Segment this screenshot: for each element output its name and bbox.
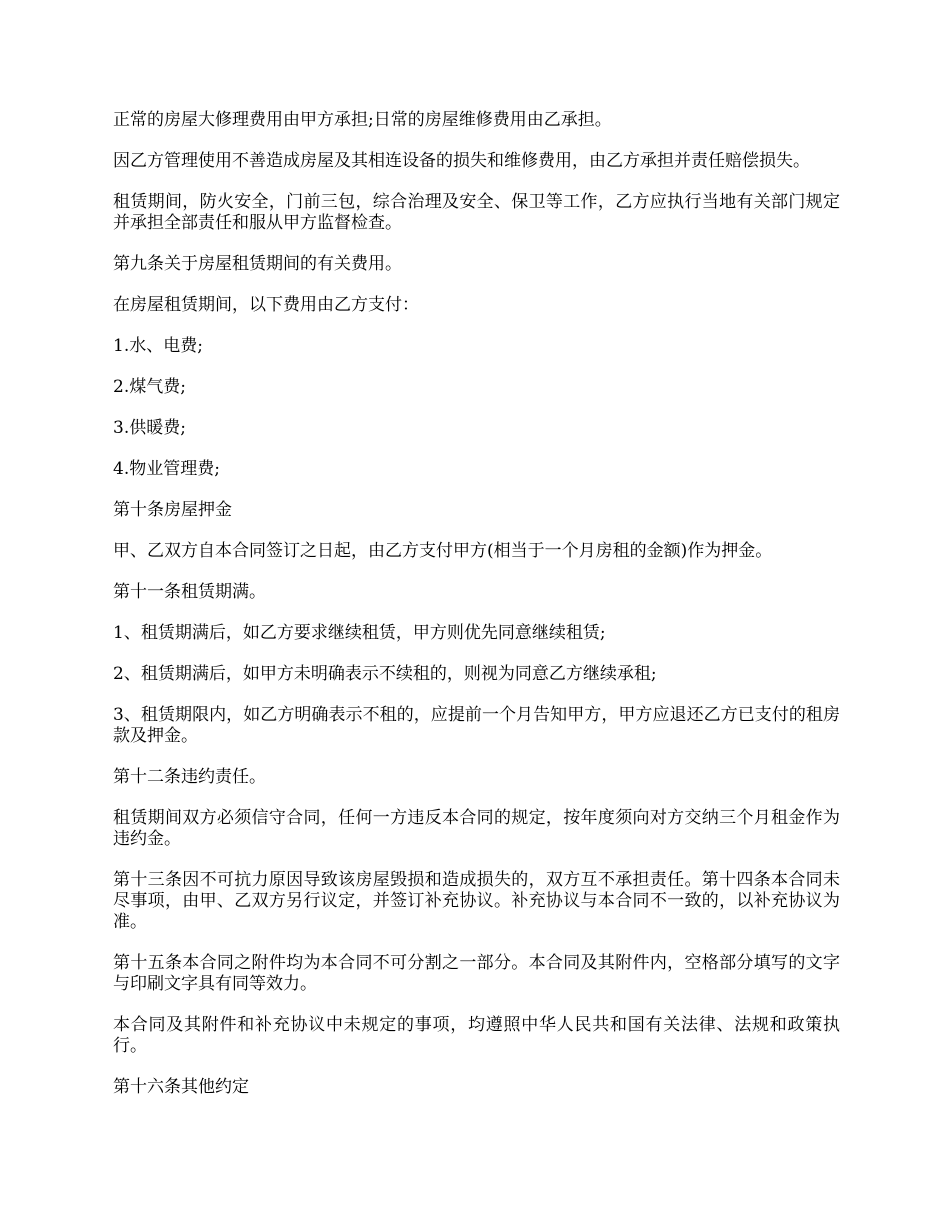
list-item-implied-renewal: 2、租赁期满后，如甲方未明确表示不续租的，则视为同意乙方继续承租; [113, 664, 657, 684]
paragraph-fire-safety: 租赁期间，防火安全，门前三包，综合治理及安全、保卫等工作，乙方应执行当地有关部门规定并承担全部责任和服从甲方监督检查。 [113, 192, 840, 233]
article-10-heading: 第十条房屋押金 [113, 500, 232, 520]
list-item-property-management: 4.物业管理费; [113, 459, 220, 479]
article-16-heading: 第十六条其他约定 [113, 1077, 249, 1097]
article-12-heading: 第十二条违约责任。 [113, 767, 266, 787]
paragraph-deposit: 甲、乙双方自本合同签订之日起，由乙方支付甲方(相当于一个月房租的金额)作为押金。 [113, 541, 773, 561]
list-item-renewal-priority: 1、租赁期满后，如乙方要求继续租赁，甲方则优先同意继续租赁; [113, 623, 606, 643]
list-item-heating: 3.供暖费; [113, 418, 186, 438]
article-11-heading: 第十一条租赁期满。 [113, 582, 266, 602]
list-item-gas: 2.煤气费; [113, 377, 186, 397]
paragraph-major-repair-costs: 正常的房屋大修理费用由甲方承担;日常的房屋维修费用由乙承担。 [113, 110, 612, 130]
paragraph-force-majeure: 第十三条因不可抗力原因导致该房屋毁损和造成损失的，双方互不承担责任。第十四条本合同未尽事项，由甲、乙双方另行议定，并签订补充协议。补充协议与本合同不一致的，以补充协议为准。 [113, 870, 840, 932]
document-body [113, 110, 840, 1118]
paragraph-fees-intro: 在房屋租赁期间，以下费用由乙方支付： [113, 295, 419, 315]
paragraph-penalty: 租赁期间双方必须信守合同，任何一方违反本合同的规定，按年度须向对方交纳三个月租金作为违约金。 [113, 808, 840, 849]
article-9-heading: 第九条关于房屋租赁期间的有关费用。 [113, 254, 402, 274]
list-item-early-termination: 3、租赁期限内，如乙方明确表示不租的，应提前一个月告知甲方，甲方应退还乙方已支付的租房款及押金。 [113, 705, 840, 746]
list-item-water-electricity: 1.水、电费; [113, 336, 203, 356]
paragraph-attachments: 第十五条本合同之附件均为本合同不可分割之一部分。本合同及其附件内，空格部分填写的文字与印刷文字具有同等效力。 [113, 953, 840, 994]
paragraph-applicable-law: 本合同及其附件和补充协议中未规定的事项，均遵照中华人民共和国有关法律、法规和政策执行。 [113, 1015, 840, 1056]
paragraph-damage-liability: 因乙方管理使用不善造成房屋及其相连设备的损失和维修费用，由乙方承担并责任赔偿损失。 [113, 151, 810, 171]
